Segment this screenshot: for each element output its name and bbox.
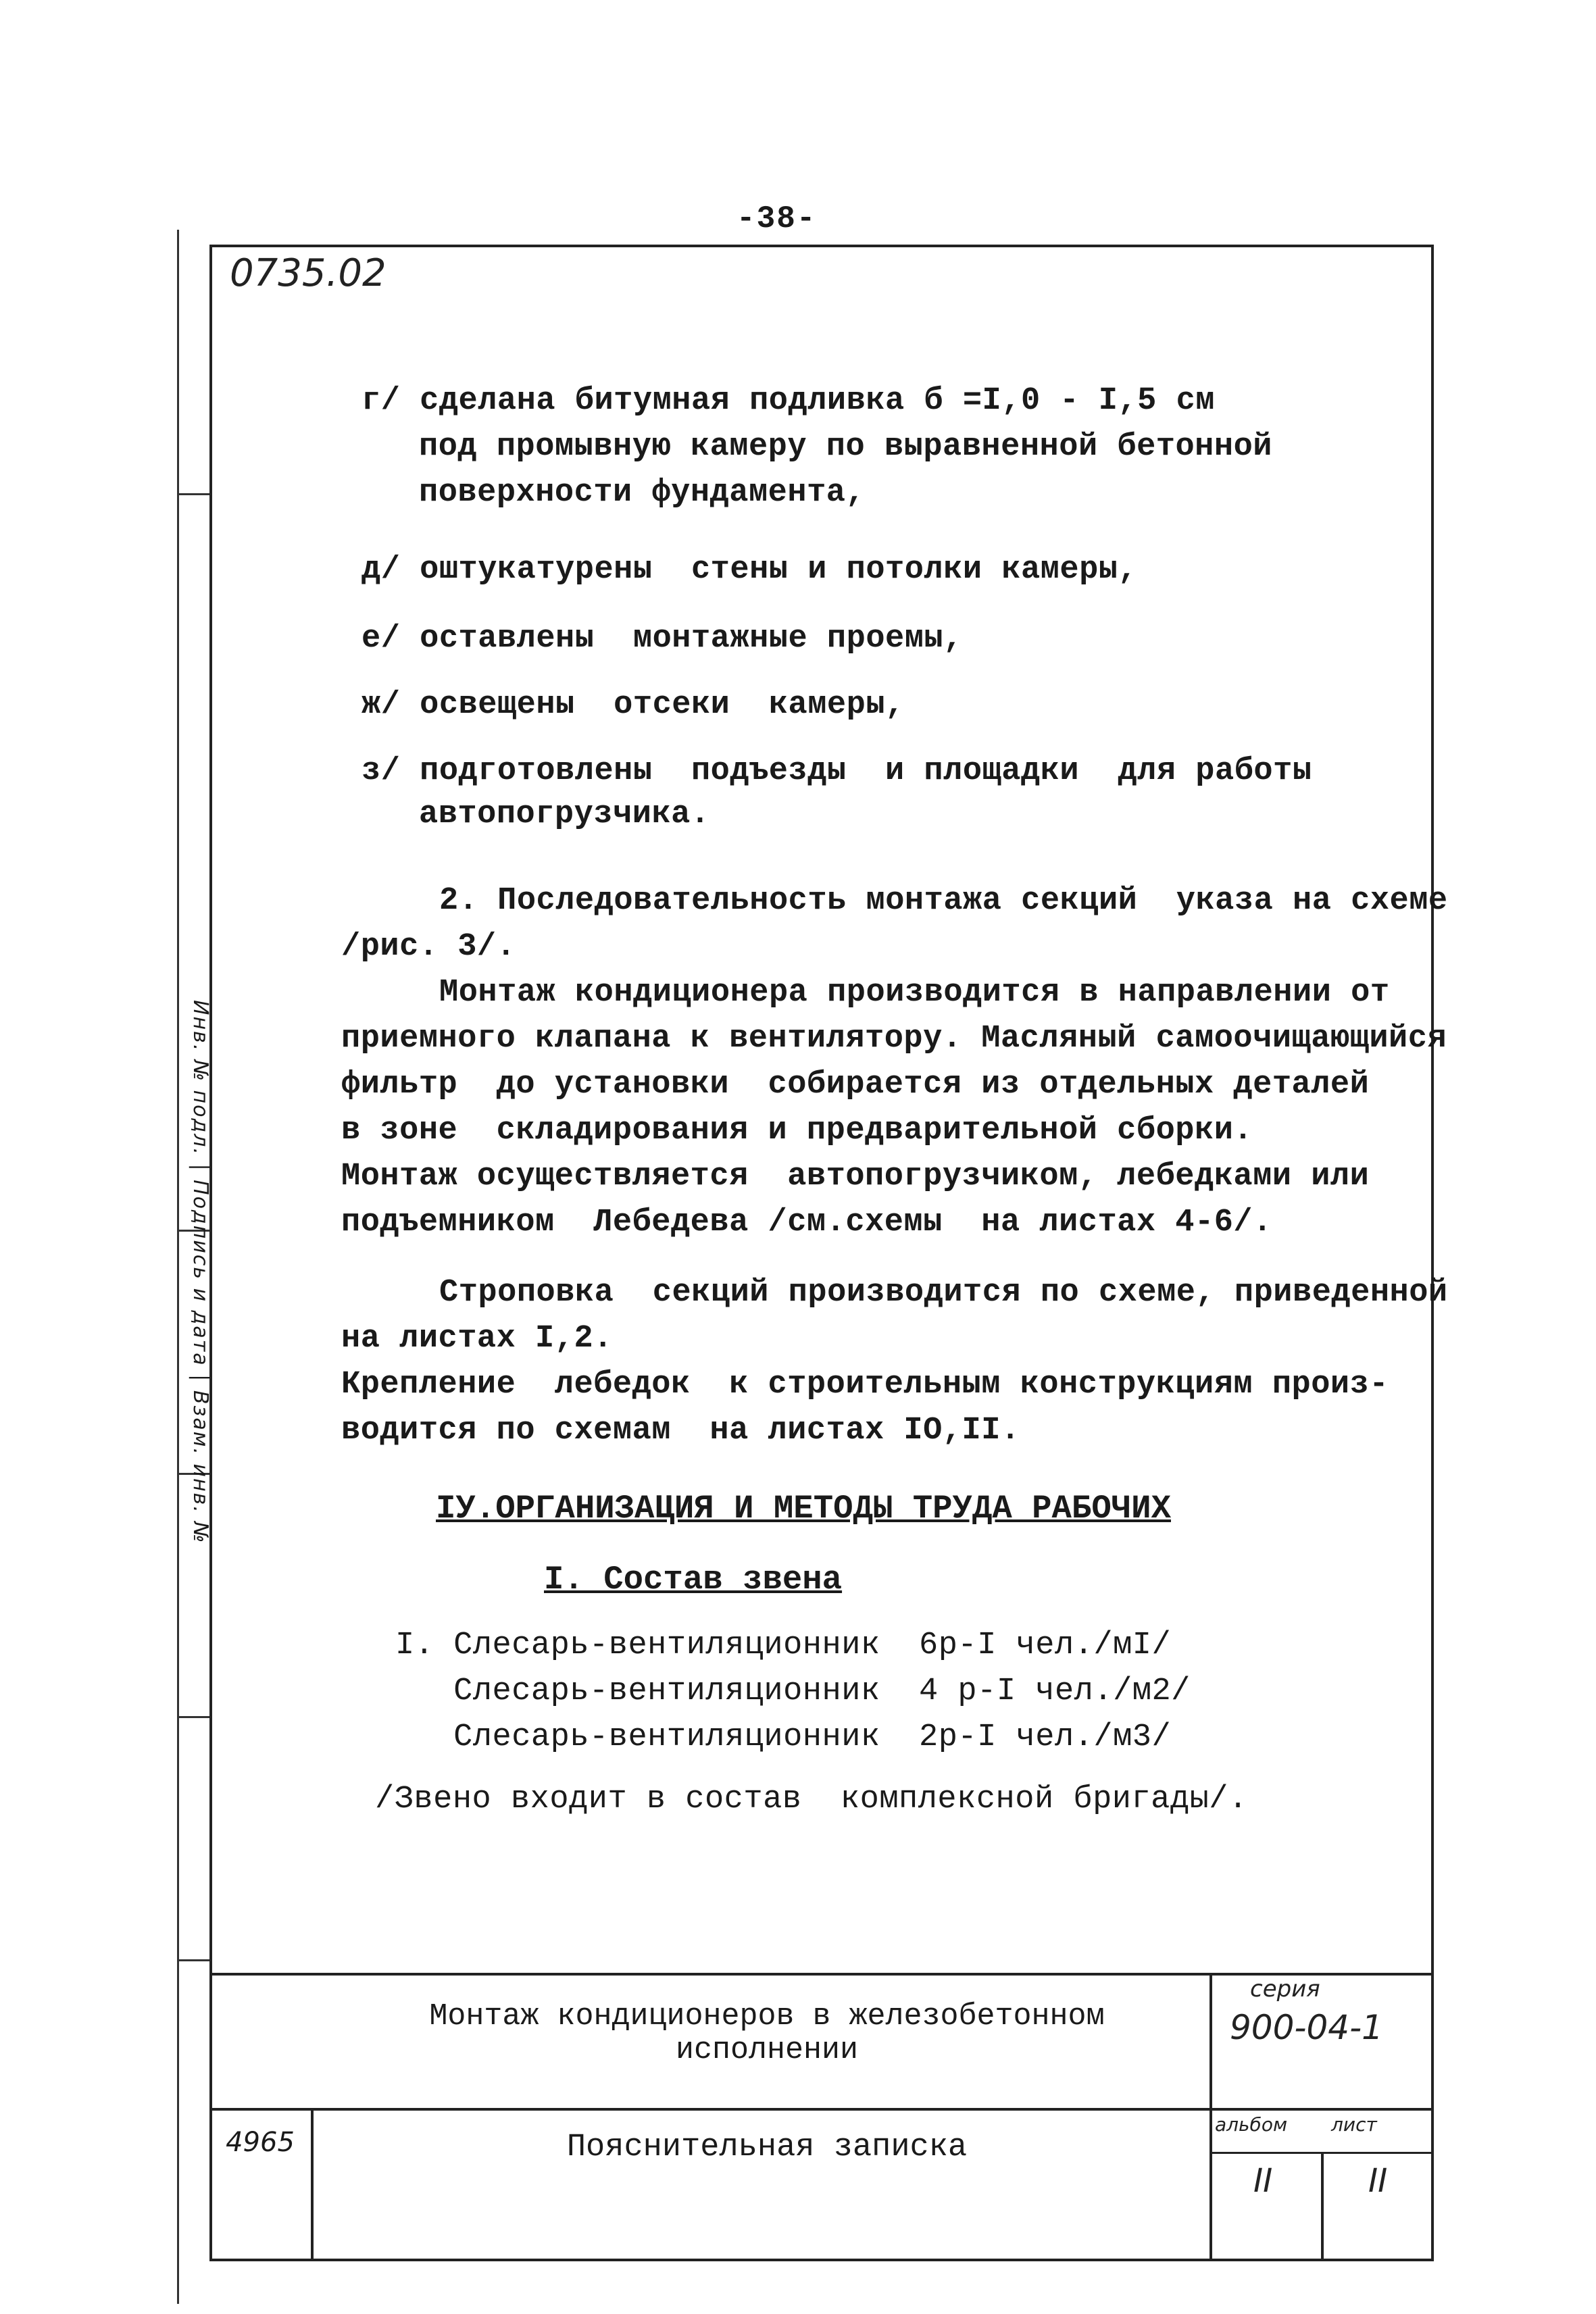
slinging-line2: на листах I,2.	[341, 1321, 613, 1357]
crew-note: /Звено входит в состав комплексной бригады/.	[375, 1782, 1248, 1817]
series-value: 900-04-1	[1230, 2008, 1383, 2047]
page-number: -38-	[737, 201, 817, 236]
item-g-line3: поверхности фундамента,	[419, 475, 866, 511]
document-code: 0735.02	[230, 251, 386, 295]
item-e: е/ оставлены монтажные проемы,	[361, 621, 963, 657]
binding-stamp-text: Инв. № подл. | Подпись и дата | Взам. инв. №	[189, 1000, 212, 1544]
slinging-line1: Строповка секций производится по схеме, приведенной	[439, 1275, 1448, 1311]
montage-line3: фильтр до установки собирается из отдельных деталей	[341, 1067, 1370, 1103]
title-block	[209, 1973, 1434, 2261]
album-value: II	[1253, 2162, 1273, 2200]
item-z-line1: з/ подготовлены подъезды и площадки для работы	[361, 753, 1312, 789]
item-zh: ж/ освещены отсеки камеры,	[361, 687, 905, 723]
item-g-line2: под промывную камеру по выравненной бетонной	[419, 429, 1273, 465]
title-block-title: Монтаж кондиционеров в железобетонном исполнении	[429, 1999, 1105, 2067]
crew-item-3: Слесарь-вентиляционник 2р-I чел./м3/	[395, 1719, 1172, 1755]
section-heading: IУ.ОРГАНИЗАЦИЯ И МЕТОДЫ ТРУДА РАБОЧИХ	[436, 1490, 1171, 1528]
slinging-line3: Крепление лебедок к строительным конструкциям произ-	[341, 1367, 1389, 1403]
montage-line4: в зоне складирования и предварительной сборки.	[341, 1113, 1253, 1149]
subsection-heading: I. Состав звена	[544, 1561, 843, 1599]
series-label: серия	[1250, 1976, 1320, 2003]
title-block-number: 4965	[226, 2127, 295, 2158]
montage-line1: Монтаж кондиционера производится в направлении от	[439, 975, 1390, 1011]
slinging-line4: водится по схемам на листах IO,II.	[341, 1413, 1020, 1449]
crew-item-1: I. Слесарь-вентиляционник 6р-I чел./мI/	[395, 1628, 1172, 1663]
item-z-line2: автопогрузчика.	[419, 797, 710, 832]
item-g-line1: г/ сделана битумная подливка б =I,0 - I,5 см	[361, 383, 1216, 419]
sheet-label: лист	[1331, 2113, 1377, 2136]
item-d: д/ оштукатурены стены и потолки камеры,	[361, 552, 1138, 588]
montage-line5: Монтаж осуществляется автопогрузчиком, лебедками или	[341, 1159, 1370, 1194]
paragraph-2-line1: 2. Последовательность монтажа секций указа на схеме	[439, 883, 1448, 919]
title-block-subtitle: Пояснительная записка	[566, 2130, 968, 2165]
paragraph-2-line2: /рис. 3/.	[341, 929, 516, 965]
crew-item-2: Слесарь-вентиляционник 4 р-I чел./м2/	[395, 1674, 1191, 1709]
montage-line2: приемного клапана к вентилятору. Масляный самоочищающийся	[341, 1021, 1447, 1057]
album-label: альбом	[1215, 2113, 1288, 2136]
montage-line6: подъемником Лебедева /см.схемы на листах 4-6/.	[341, 1205, 1272, 1240]
sheet-value: II	[1368, 2162, 1388, 2200]
